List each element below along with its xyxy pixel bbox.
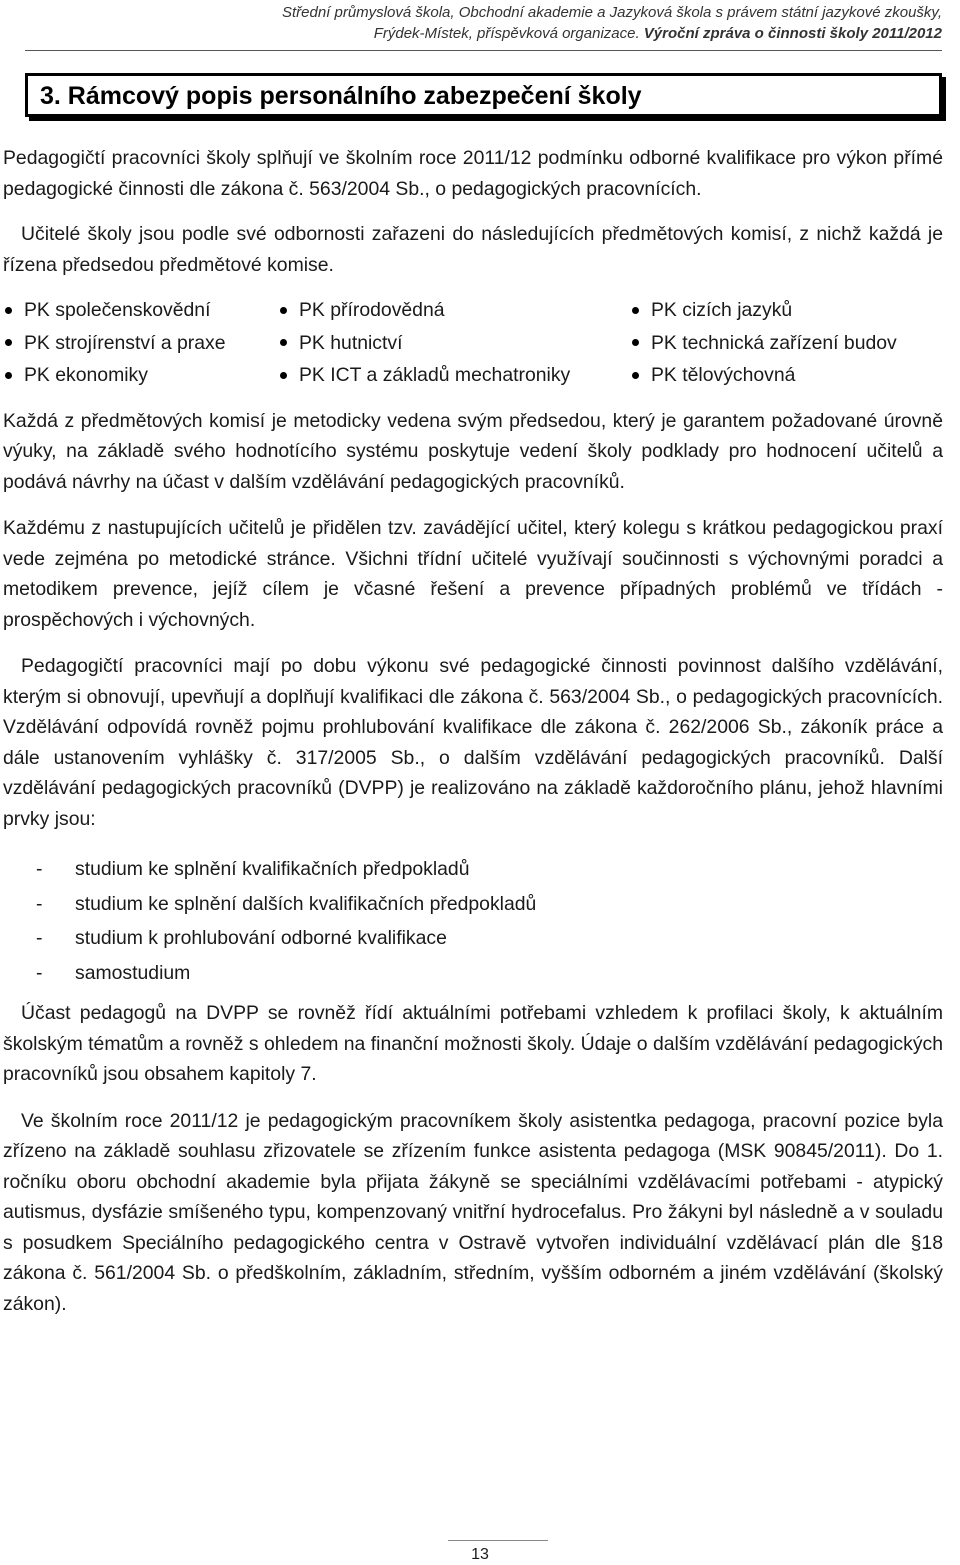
dvpp-item <box>3 956 943 991</box>
dash-marker: - <box>36 961 43 984</box>
bullet-icon <box>5 339 12 346</box>
document-header <box>282 2 942 44</box>
commission-list <box>3 295 943 391</box>
dash-marker: - <box>36 858 43 880</box>
header-line-2 <box>282 23 942 44</box>
section-heading-box <box>25 73 942 117</box>
bullet-icon <box>632 339 639 346</box>
commission-item <box>278 328 630 359</box>
document-body <box>3 143 943 1319</box>
commission-item <box>630 295 943 326</box>
bullet-icon <box>632 372 639 379</box>
dash-marker: - <box>36 927 43 949</box>
bullet-icon <box>632 307 639 314</box>
header-line-1: Střední průmyslová škola, Obchodní akademie a Jazyková škola s právem státní jazykové zkoušky, <box>281 4 942 21</box>
paragraph-commission-leadership: Každá z předmětových komisí je metodicky vedena svým předsedou, který je garantem požadované úrovně výuky, na základě svého hodnotícího systému poskytuje vedení školy podklady pro hodnocení učitelů a podává návrhy na účast v dalším vzdělávání pedagogických pracovníků. <box>3 409 943 493</box>
paragraph-further-education: Pedagogičtí pracovníci mají po dobu výkonu své pedagogické činnosti povinnost dalšího vzdělávání, kterým si obnovují, upevňují a doplňují kvalifikaci dle zákona č. 563/2004 Sb., o pedagogických pracovnících. Vzdělávání odpovídá rovněž pojmu prohlubování kvalifikace dle zákona č. 262/2006 Sb., zákoník práce a dále ustanovením vyhlášky č. 317/2005 Sb., o dalším vzdělávání pedagogických pracovníků. Další vzdělávání pedagogických pracovníků (DVPP) je realizováno na základě každoročního plánu, jehož hlavními prvky jsou: <box>3 655 943 830</box>
dash-marker: - <box>36 892 43 915</box>
commission-label: PK cizích jazyků <box>651 299 793 321</box>
dvpp-item <box>3 921 943 956</box>
commission-label: PK přírodovědná <box>299 299 445 321</box>
commission-label: PK strojírenství a praxe <box>24 331 226 354</box>
dvpp-list <box>3 852 943 990</box>
dvpp-item <box>3 887 943 922</box>
commission-item <box>3 360 278 391</box>
bullet-icon <box>280 339 287 346</box>
bullet-icon <box>280 307 287 314</box>
dvpp-label: studium ke splnění dalších kvalifikačních předpokladů <box>75 892 537 915</box>
paragraph-qualification: Pedagogičtí pracovníci školy splňují ve školním roce 2011/12 podmínku odborné kvalifikace pro výkon přímé pedagogické činnosti dle zákona č. 563/2004 Sb., o pedagogických pracovnících. <box>3 147 943 200</box>
footer-divider <box>448 1540 548 1541</box>
dvpp-item <box>3 852 943 887</box>
paragraph-assistant: Ve školním roce 2011/12 je pedagogickým pracovníkem školy asistentka pedagoga, pracovní pozice byla zřízeno na základě souhlasu zřizovatele se zřízením funkce asistenta pedagoga (MSK 90845/2011). Do 1. ročníku oboru obchodní akademie byla přijata žákyně se speciálními vzdělávacími potřebami - atypický autismus, dysfázie smíšeného typu, kompenzovaný vnitřní hydrocefalus. Pro žákyni byl následně a v souladu s posudkem Speciálního pedagogického centra v Ostravě vytvořen individuální vzdělávací plán dle §18 zákona č. 561/2004 Sb. o předškolním, základním, středním, vyšším odborném a jiném vzdělávání (školský zákon). <box>3 1109 943 1315</box>
header-organization: Frýdek-Místek, příspěvková organizace. <box>373 25 640 42</box>
dvpp-label: studium k prohlubování odborné kvalifikace <box>75 927 447 949</box>
commission-label: PK společenskovědní <box>24 299 211 321</box>
commission-item <box>630 360 943 391</box>
header-report-title: Výroční zpráva o činnosti školy 2011/2012 <box>643 25 942 42</box>
commission-item <box>3 328 278 359</box>
commission-item <box>630 328 943 359</box>
bullet-icon <box>5 307 12 314</box>
commission-item <box>278 360 630 391</box>
commission-label: PK tělovýchovná <box>651 364 796 386</box>
page-number: 13 <box>471 1546 489 1563</box>
dvpp-label: samostudium <box>75 961 191 984</box>
bullet-icon <box>280 372 287 379</box>
commission-item <box>278 295 630 326</box>
paragraph-dvpp-needs: Účast pedagogů na DVPP se rovněž řídí aktuálními potřebami vzhledem k profilaci školy, k aktuálním školským tématům a rovněž s ohledem na finanční možnosti školy. Údaje o dalším vzdělávání pedagogických pracovníků jsou obsahem kapitoly 7. <box>3 1002 943 1085</box>
commission-label: PK hutnictví <box>299 331 403 354</box>
commission-label: PK ICT a základů mechatroniky <box>299 364 571 386</box>
paragraph-commissions-intro: Učitelé školy jsou podle své odbornosti zařazeni do následujících předmětových komisí, z nichž každá je řízena předsedou předmětové komise. <box>3 223 943 276</box>
header-divider <box>25 50 942 51</box>
bullet-icon <box>5 372 12 379</box>
paragraph-mentoring: Každému z nastupujících učitelů je přidělen tzv. zavádějící učitel, který kolegu s krátkou pedagogickou praxí vede zejména po metodické stránce. Všichni třídní učitelé využívají součinnosti s výchovnými poradci a metodikem prevence, jejíž cílem je včasné řešení a prevence případných problémů ve třídách - prospěchových i výchovných. <box>3 517 943 631</box>
section-title: 3. Rámcový popis personálního zabezpečení školy <box>40 82 642 110</box>
commission-label: PK technická zařízení budov <box>651 331 897 354</box>
commission-label: PK ekonomiky <box>24 364 148 386</box>
commission-item <box>3 295 278 326</box>
dvpp-label: studium ke splnění kvalifikačních předpokladů <box>75 858 470 880</box>
